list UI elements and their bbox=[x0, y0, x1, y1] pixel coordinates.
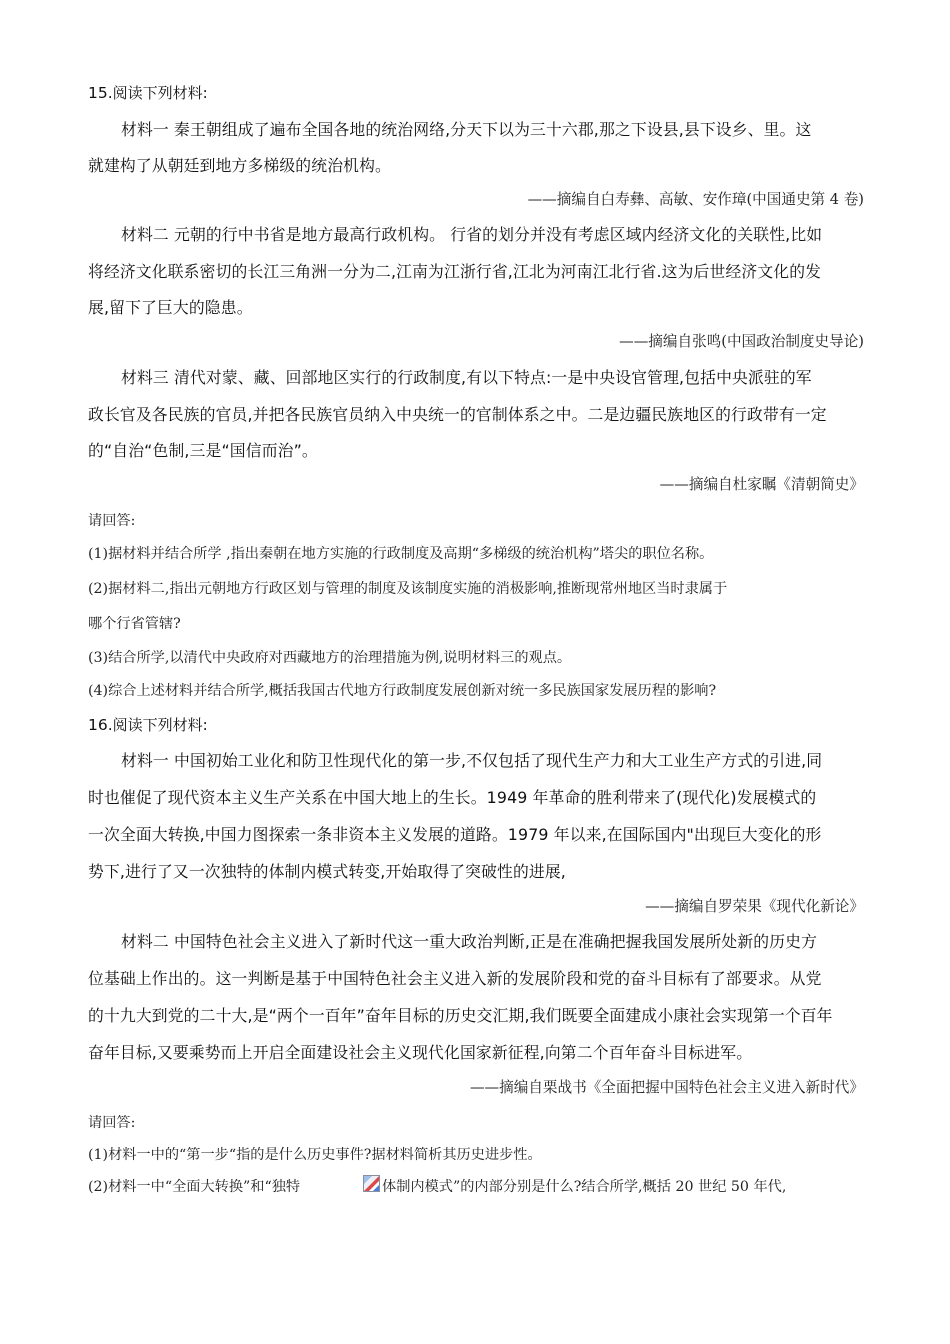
sub-question-1: (1)材料一中的“第一步“指的是什么历史事件?据材料简析其历史进步性。 bbox=[88, 1147, 542, 1163]
material-1-line-4: 势下,进行了又一次独特的体制内模式转变,开始取得了突破性的进展, bbox=[88, 862, 566, 881]
material-1-line-1: 材料一 中国初始工业化和防卫性现代化的第一步,不仅包括了现代生产力和大工业生产方式的引进,同 bbox=[121, 751, 823, 770]
sub-question-2-part-2: 体制内模式”的内部分别是什么?结合所学,概括 20 世纪 50 年代, bbox=[382, 1179, 787, 1195]
material-2-line-1: 材料二 元朝的行中书省是地方最高行政机构。 行省的划分并没有考虑区域内经济文化的关联性,比如 bbox=[121, 225, 823, 244]
material-2-line-2: 位基础上作出的。这一判断是基于中国特色社会主义进入新的发展阶段和党的奋斗目标有了部要求。从党 bbox=[88, 969, 822, 988]
material-1-line-1: 材料一 秦王朝组成了遍布全国各地的统治网络,分天下以为三十六郡,那之下设县,县下设乡、里。这 bbox=[121, 120, 812, 139]
sub-question-3: (3)结合所学,以清代中央政府对西藏地方的治理措施为例,说明材料三的观点。 bbox=[88, 650, 572, 666]
material-1-line-2: 就建构了从朝廷到地方多梯级的统治机构。 bbox=[88, 156, 391, 175]
question-15-header bbox=[88, 82, 208, 103]
question-number: 15. bbox=[88, 84, 113, 102]
material-2-line-3: 展,留下了巨大的隐患。 bbox=[88, 298, 253, 317]
material-2-line-3: 的十九大到党的二十大,是“两个一百年”奋年目标的历史交汇期,我们既要全面建成小康社会实现第一个百年 bbox=[88, 1006, 833, 1025]
material-2-source: ——摘编自张鸣(中国政治制度史导论) bbox=[619, 333, 864, 350]
answer-prompt: 请回答: bbox=[88, 1115, 136, 1131]
broken-image-icon bbox=[363, 1175, 380, 1192]
question-instruction: 阅读下列材料: bbox=[112, 716, 208, 734]
material-2-line-4: 奋年目标,又要乘势而上开启全面建设社会主义现代化国家新征程,向第二个百年奋斗目标进军。 bbox=[88, 1043, 753, 1062]
question-16-header bbox=[88, 714, 208, 735]
material-2-line-2: 将经济文化联系密切的长江三角洲一分为二,江南为江浙行省,江北为河南江北行省.这为后世经济文化的发 bbox=[88, 262, 822, 281]
sub-question-2-line-1: (2)据材料二,指出元朝地方行政区划与管理的制度及该制度实施的消极影响,推断现常州地区当时隶属于 bbox=[88, 581, 728, 597]
material-1-source: ——摘编自白寿彝、高敏、安作璋(中国通史第 4 卷) bbox=[527, 191, 864, 208]
material-2-source: ——摘编自栗战书《全面把握中国特色社会主义进入新时代》 bbox=[469, 1079, 864, 1096]
material-1-line-2: 时也催促了现代资本主义生产关系在中国大地上的生长。1949 年革命的胜利带来了(现代化)发展模式的 bbox=[88, 788, 817, 807]
material-1-line-3: 一次全面大转换,中国力图探索一条非资本主义发展的道路。1979 年以来,在国际国内"出现巨大变化的形 bbox=[88, 825, 822, 844]
material-3-line-3: 的“自治“色制,三是“国信而治”。 bbox=[88, 441, 318, 460]
sub-question-4: (4)综合上述材料并结合所学,概括我国古代地方行政制度发展创新对统一多民族国家发展历程的影响? bbox=[88, 683, 717, 699]
sub-question-2-line-2: 哪个行省管辖? bbox=[88, 616, 181, 632]
answer-prompt: 请回答: bbox=[88, 513, 136, 529]
material-2-line-1: 材料二 中国特色社会主义进入了新时代这一重大政治判断,正是在准确把握我国发展所处新的历史方 bbox=[121, 932, 818, 951]
sub-question-1: (1)据材料并结合所学 ,指出秦朝在地方实施的行政制度及高期“多梯级的统治机构”塔尖的职位名称。 bbox=[88, 546, 714, 562]
material-1-source: ——摘编自罗荣果《现代化新论》 bbox=[645, 898, 864, 915]
material-3-line-1: 材料三 清代对蒙、藏、回部地区实行的行政制度,有以下特点:一是中央设官管理,包括中央派驻的军 bbox=[121, 368, 812, 387]
material-3-line-2: 政长官及各民族的官员,并把各民族官员纳入中央统一的官制体系之中。二是边疆民族地区的行政带有一定 bbox=[88, 405, 827, 424]
material-3-source: ——摘编自杜家瞩《清朝简史》 bbox=[659, 476, 864, 493]
question-instruction: 阅读下列材料: bbox=[112, 84, 208, 102]
question-number: 16. bbox=[88, 716, 113, 734]
sub-question-2-part-1: (2)材料一中“全面大转换”和“独特 bbox=[88, 1179, 301, 1195]
